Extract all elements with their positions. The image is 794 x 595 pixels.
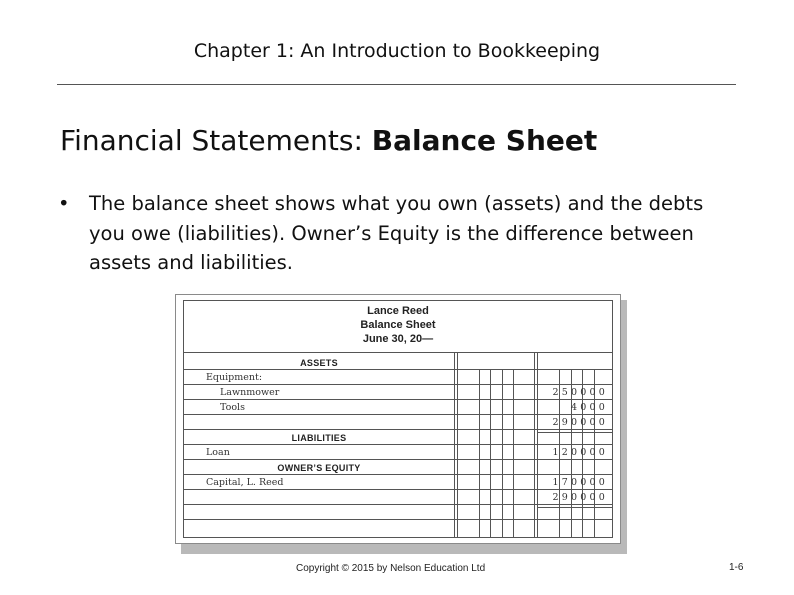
col-line xyxy=(457,352,458,538)
amount-tools: 4000 xyxy=(571,402,608,413)
col-line xyxy=(534,352,535,538)
amount-total-assets: 290000 xyxy=(552,417,608,428)
amount-capital: 170000 xyxy=(552,477,608,488)
row-line xyxy=(184,414,612,415)
col-line xyxy=(502,369,503,538)
title-bold: Balance Sheet xyxy=(371,124,598,157)
page-number: 1-6 xyxy=(729,562,744,573)
section-equity: OWNER’S EQUITY xyxy=(277,463,361,473)
row-label-equipment: Equipment: xyxy=(206,372,263,383)
row-line xyxy=(184,369,612,370)
header-divider xyxy=(57,84,736,85)
amount-lawnmower: 250000 xyxy=(552,387,608,398)
col-line xyxy=(490,369,491,538)
row-line xyxy=(184,459,612,460)
bullet-icon: • xyxy=(58,192,70,215)
row-line xyxy=(184,444,612,445)
statement-kind: Balance Sheet xyxy=(360,319,436,331)
section-liabilities: LIABILITIES xyxy=(291,433,347,443)
balance-sheet-form xyxy=(183,300,613,538)
double-rule xyxy=(537,432,612,433)
row-line xyxy=(184,474,612,475)
row-line xyxy=(184,384,612,385)
statement-name: Lance Reed xyxy=(367,305,429,317)
section-assets: ASSETS xyxy=(300,358,338,368)
col-line xyxy=(537,352,538,538)
amount-loan: 120000 xyxy=(552,447,608,458)
row-line xyxy=(184,399,612,400)
double-rule xyxy=(537,507,612,508)
row-line xyxy=(184,489,612,490)
row-line xyxy=(184,519,612,520)
title-prefix: Financial Statements: xyxy=(60,124,372,157)
heading-rule xyxy=(184,352,612,353)
row-line xyxy=(184,504,612,505)
amount-total-equity: 290000 xyxy=(552,492,608,503)
balance-sheet-figure xyxy=(175,294,621,544)
row-label-capital: Capital, L. Reed xyxy=(206,477,284,488)
chapter-header: Chapter 1: An Introduction to Bookkeeping xyxy=(193,40,601,62)
col-line xyxy=(454,352,455,538)
row-label-lawnmower: Lawnmower xyxy=(220,387,280,398)
row-line xyxy=(184,429,612,430)
row-label-tools: Tools xyxy=(220,402,245,413)
statement-date: June 30, 20— xyxy=(362,333,434,345)
slide-title xyxy=(60,124,597,157)
row-label-loan: Loan xyxy=(206,447,230,458)
col-line xyxy=(513,369,514,538)
copyright-footer: Copyright © 2015 by Nelson Education Ltd xyxy=(296,563,486,574)
col-line xyxy=(479,369,480,538)
bullet-text: The balance sheet shows what you own (assets) and the debts you owe (liabilities). Owner’s Equity is the difference between assets and liabilities. xyxy=(89,192,704,274)
